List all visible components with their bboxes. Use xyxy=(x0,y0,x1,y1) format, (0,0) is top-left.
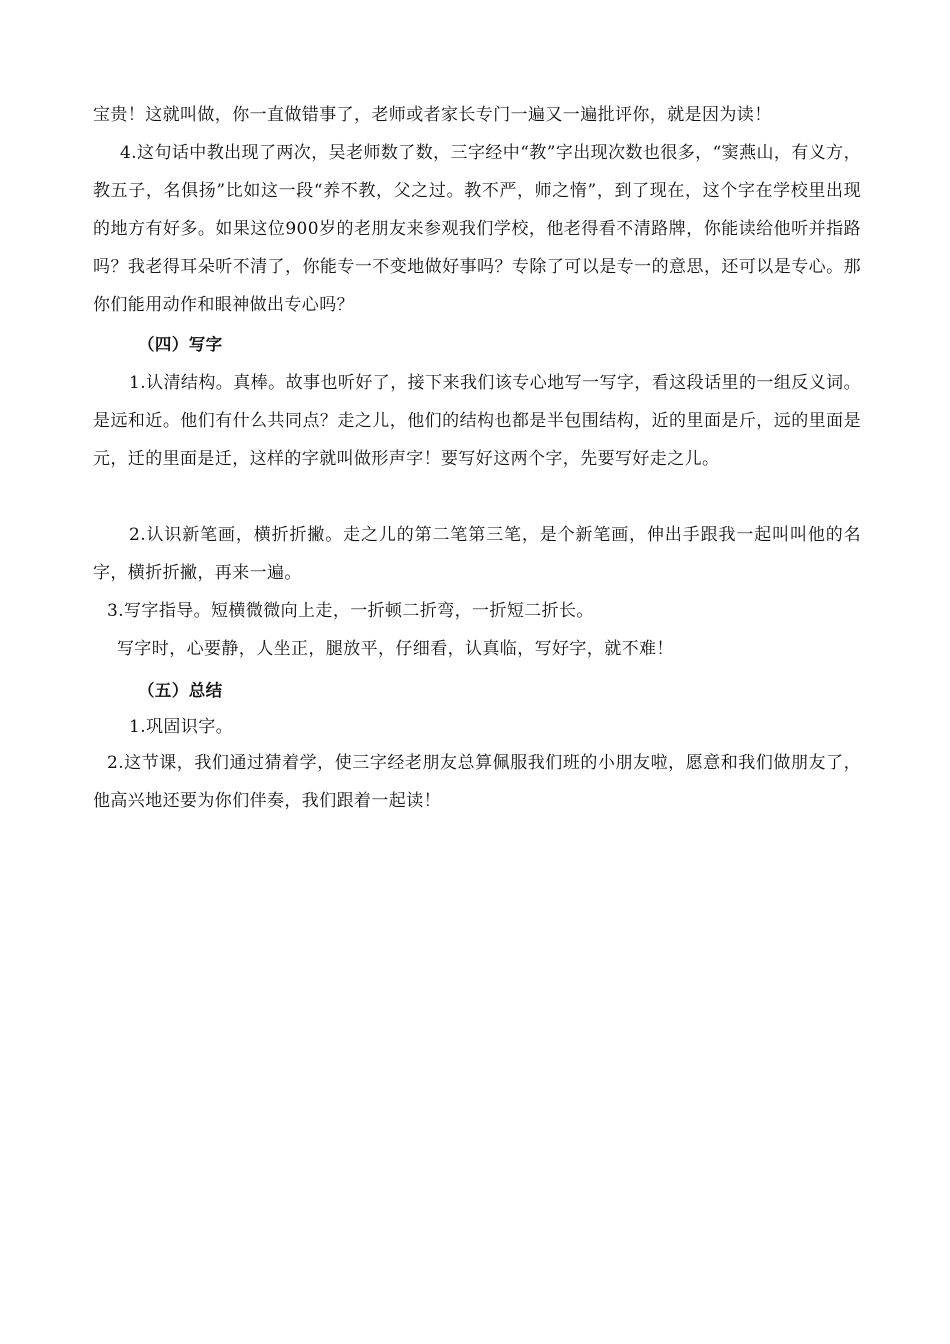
paragraph-point-4: 4.这句话中教出现了两次，吴老师数了数，三字经中“教”字出现次数也很多，“窦燕山，有义方，教五子，名俱扬”比如这一段“养不教，父之过。教不严，师之惰”，到了现在，这个字在学校里出现的地方有好多。如果这位900岁的老朋友来参观我们学校，他老得看不清路牌，你能读给他听并指路吗？我老得耳朵听不清了，你能专一不变地做好事吗？专除了可以是专一的意思，还可以是专心。那你们能用动作和眼神做出专心吗？ xyxy=(93,143,861,315)
paragraph-writing-3: 3.写字指导。短横微微向上走，一折顿二折弯，一折短二折长。 xyxy=(107,601,594,621)
paragraph-writing-1: 1.认清结构。真棒。故事也听好了，接下来我们该专心地写一写字，看这段话里的一组反义词。是远和近。他们有什么共同点？走之儿，他们的结构也都是半包围结构，近的里面是斤，远的里面是元，迁的里面是迁，这样的字就叫做形声字！要写好这两个字，先要写好走之儿。 xyxy=(93,373,861,469)
paragraph-summary-1: 1.巩固识字。 xyxy=(129,717,234,737)
section-heading-summary: （五）总结 xyxy=(138,681,223,700)
section-heading-writing: （四）写字 xyxy=(138,335,223,354)
paragraph-continuation: 宝贵！这就叫做，你一直做错事了，老师或者家长专门一遍又一遍批评你，就是因为读！ xyxy=(93,105,772,125)
paragraph-writing-2: 2.认识新笔画，横折折撇。走之儿的第二笔第三笔，是个新笔画，伸出手跟我一起叫叫他的名字，横折折撇，再来一遍。 xyxy=(93,525,861,583)
paragraph-summary-2: 2.这节课，我们通过猜着学，使三字经老朋友总算佩服我们班的小朋友啦，愿意和我们做朋友了，他高兴地还要为你们伴奏，我们跟着一起读！ xyxy=(93,753,861,811)
paragraph-writing-rhyme: 写字时，心要静，人坐正，腿放平，仔细看，认真临，写好字，就不难！ xyxy=(117,639,674,659)
